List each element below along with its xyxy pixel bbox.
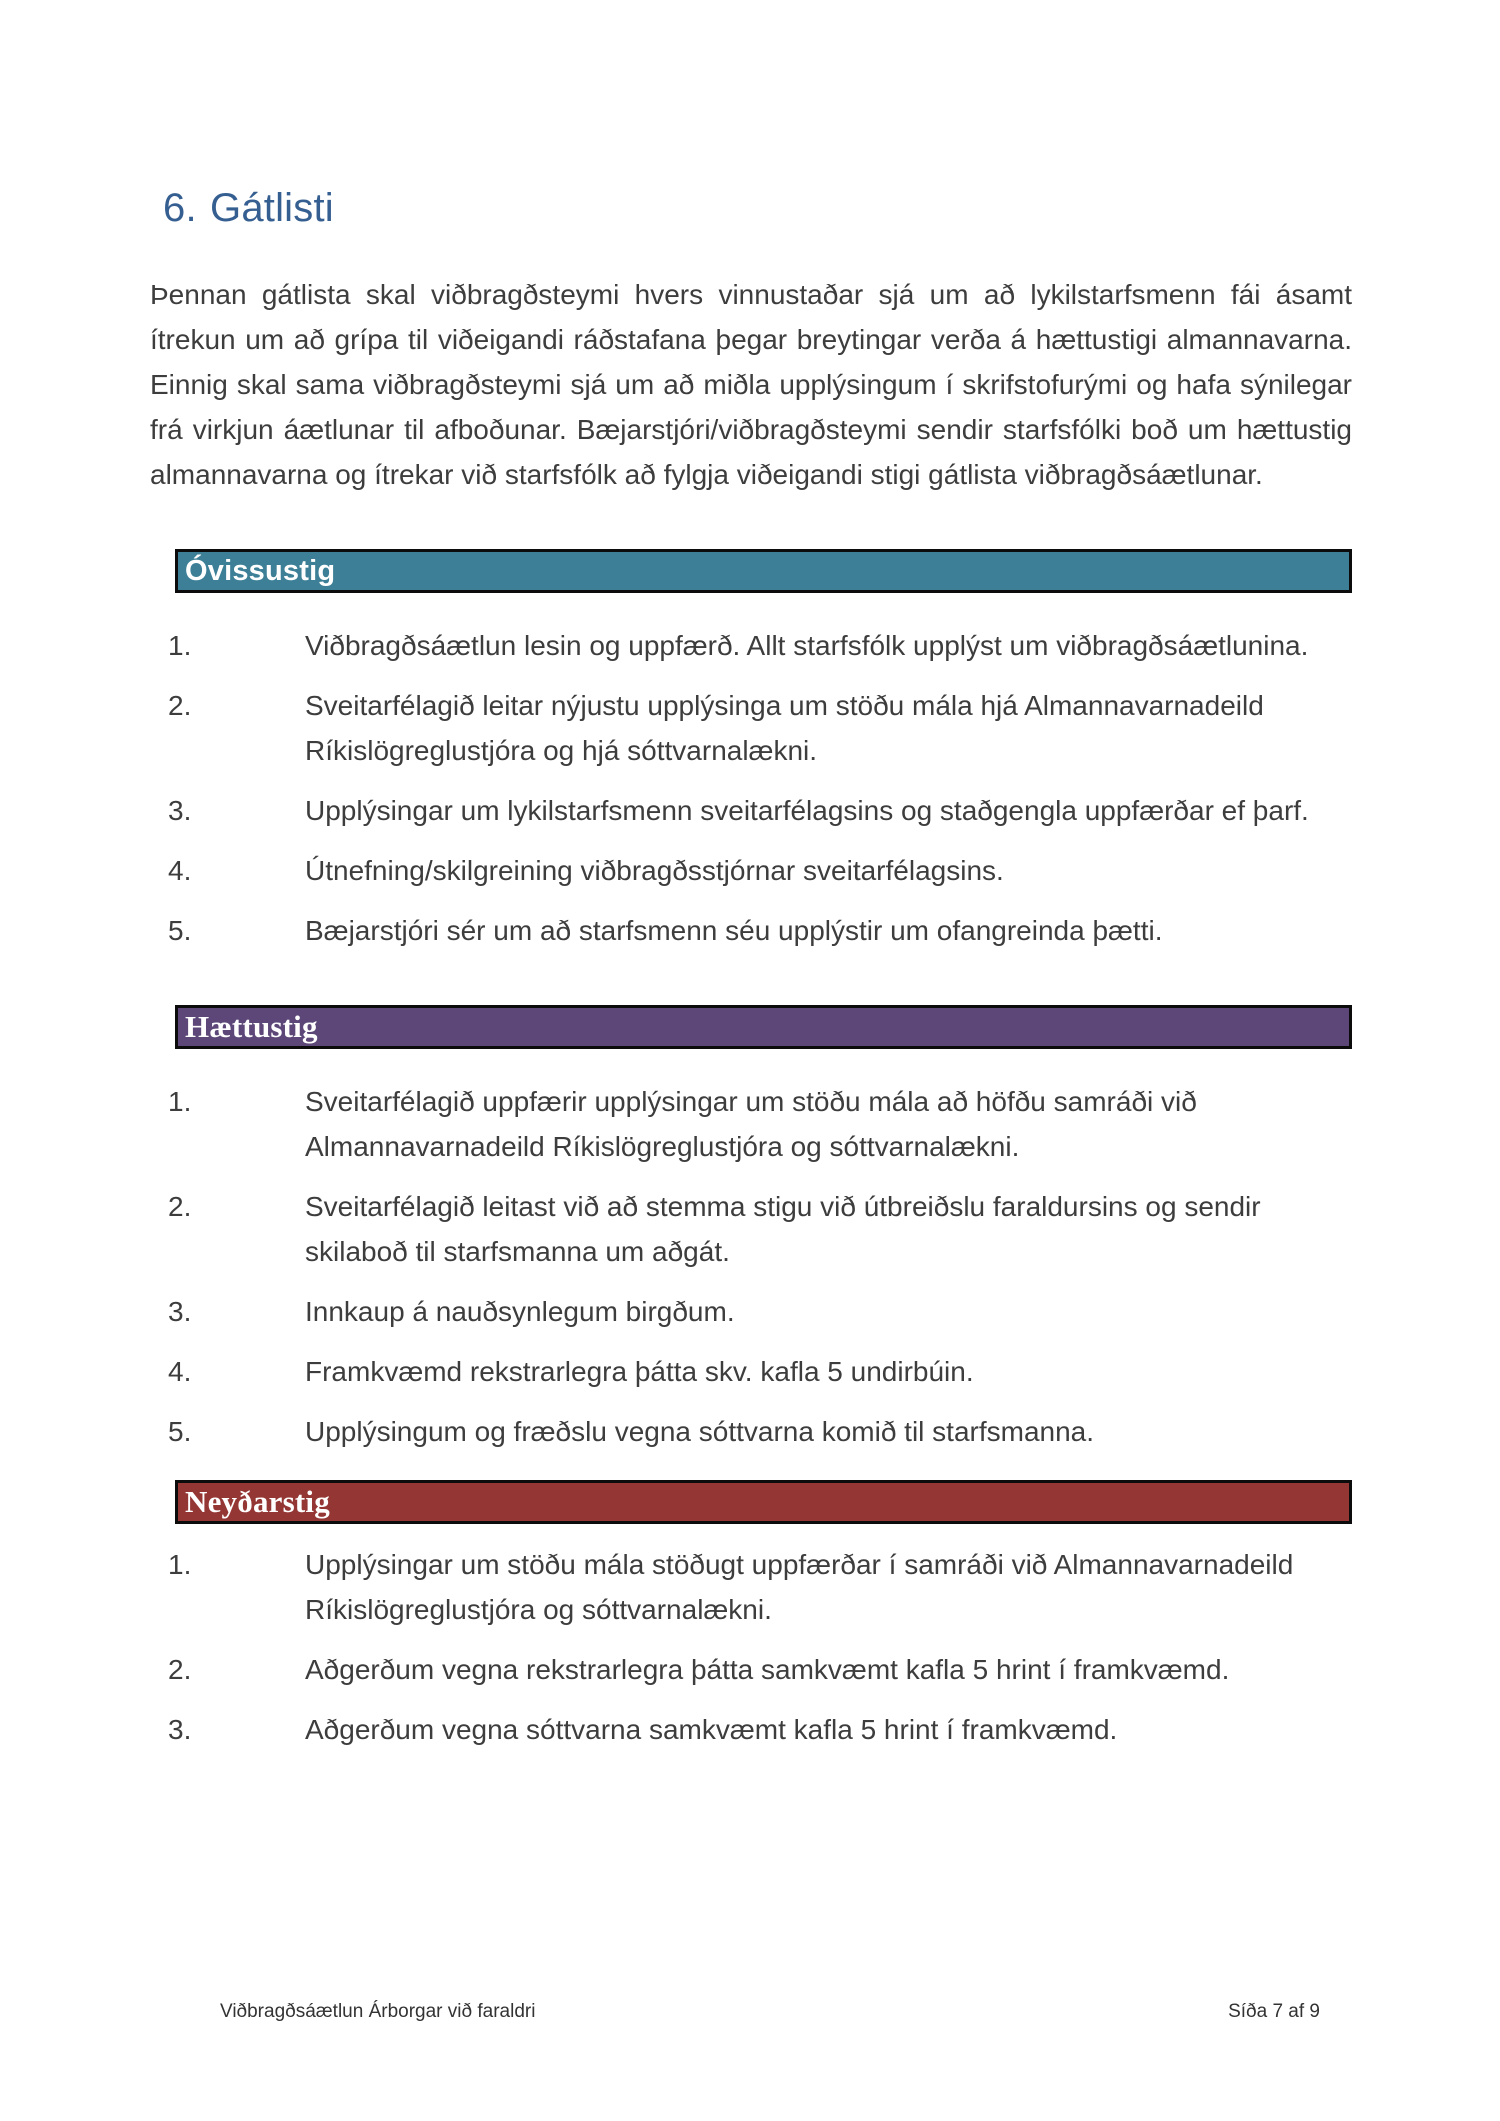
page-footer [0, 2000, 1500, 2024]
item-number: 2. [168, 1654, 192, 1685]
intro-paragraph: Þennan gátlista skal viðbragðsteymi hvers vinnustaðar sjá um að lykilstarfsmenn fái ásamt ítrekun um að grípa til viðeigandi ráðstafana þegar breytingar verða á hættustigi almannavarna. Einnig skal sama viðbragðsteymi sjá um að miðla upplýsingum í skrifstofurými og hafa sýnilegar frá virkjun áætlunar til afboðunar. Bæjarstjóri/viðbragðsteymi sendir starfsfólki boð um hættustig almannavarna og ítrekar við starfsfólk að fylgja viðeigandi stigi gátlista viðbragðsáætlunar. [150, 279, 1352, 490]
item-text: Aðgerðum vegna sóttvarna samkvæmt kafla 5 hrint í framkvæmd. [305, 1714, 1118, 1745]
item-number: 4. [168, 855, 192, 886]
footer-document-title: Viðbragðsáætlun Árborgar við faraldri [220, 2001, 536, 2022]
section-heading-label: Hættustig [185, 1009, 318, 1044]
item-number: 5. [168, 915, 192, 946]
checklist-item [150, 1409, 1352, 1454]
item-text: Útnefning/skilgreining viðbragðsstjórnar sveitarfélagsins. [305, 855, 1004, 886]
checklist-item [150, 1184, 1352, 1274]
item-text: Sveitarfélagið uppfærir upplýsingar um stöðu mála að höfðu samráði við Almannavarnadeild Ríkislögreglustjóra og sóttvarnalækni. [305, 1086, 1197, 1162]
section-neyðarstig [150, 1480, 1352, 1752]
sections [150, 549, 1352, 1752]
item-text: Sveitarfélagið leitast við að stemma stigu við útbreiðslu faraldursins og sendir skilaboð til starfsmanna um aðgát. [305, 1191, 1261, 1267]
checklist-item [150, 1079, 1352, 1169]
item-number: 1. [168, 1086, 192, 1117]
item-number: 3. [168, 795, 192, 826]
item-text: Aðgerðum vegna rekstrarlegra þátta samkvæmt kafla 5 hrint í framkvæmd. [305, 1654, 1230, 1685]
checklist-item [150, 1647, 1352, 1692]
checklist-item [150, 1707, 1352, 1752]
checklist-item [150, 908, 1352, 953]
page-title-text: Gátlisti [210, 186, 334, 230]
section-heading-label: Óvissustig [185, 555, 336, 587]
checklist-item [150, 788, 1352, 833]
checklist-item [150, 623, 1352, 668]
item-number: 2. [168, 1191, 192, 1222]
item-number: 2. [168, 690, 192, 721]
item-text: Framkvæmd rekstrarlegra þátta skv. kafla 5 undirbúin. [305, 1356, 974, 1387]
checklist [150, 1542, 1352, 1752]
section-óvissustig [150, 549, 1352, 953]
item-text: Upplýsingar um stöðu mála stöðugt uppfærðar í samráði við Almannavarnadeild Ríkislögreglustjóra og sóttvarnalækni. [305, 1549, 1294, 1625]
checklist-item [150, 683, 1352, 773]
item-text: Innkaup á nauðsynlegum birgðum. [305, 1296, 735, 1327]
page-title [163, 186, 1352, 230]
section-hættustig [150, 1005, 1352, 1454]
item-text: Upplýsingum og fræðslu vegna sóttvarna komið til starfsmanna. [305, 1416, 1095, 1447]
item-text: Sveitarfélagið leitar nýjustu upplýsinga um stöðu mála hjá Almannavarnadeild Ríkislögreglustjóra og hjá sóttvarnalækni. [305, 690, 1264, 766]
item-number: 5. [168, 1416, 192, 1447]
item-number: 1. [168, 1549, 192, 1580]
checklist [150, 1079, 1352, 1454]
checklist-item [150, 848, 1352, 893]
section-heading-bar [175, 1480, 1352, 1524]
page-title-number: 6. [163, 186, 197, 230]
item-text: Viðbragðsáætlun lesin og uppfærð. Allt starfsfólk upplýst um viðbragðsáætlunina. [305, 630, 1309, 661]
checklist-item [150, 1349, 1352, 1394]
item-number: 1. [168, 630, 192, 661]
item-text: Upplýsingar um lykilstarfsmenn sveitarfélagsins og staðgengla uppfærðar ef þarf. [305, 795, 1309, 826]
item-text: Bæjarstjóri sér um að starfsmenn séu upplýstir um ofangreinda þætti. [305, 915, 1163, 946]
checklist [150, 623, 1352, 953]
checklist-item [150, 1542, 1352, 1632]
checklist-item [150, 1289, 1352, 1334]
item-number: 3. [168, 1296, 192, 1327]
section-heading-label: Neyðarstig [185, 1484, 330, 1519]
item-number: 3. [168, 1714, 192, 1745]
section-heading-bar [175, 549, 1352, 593]
footer-page-number: Síða 7 af 9 [1228, 2001, 1320, 2022]
item-number: 4. [168, 1356, 192, 1387]
section-heading-bar [175, 1005, 1352, 1049]
